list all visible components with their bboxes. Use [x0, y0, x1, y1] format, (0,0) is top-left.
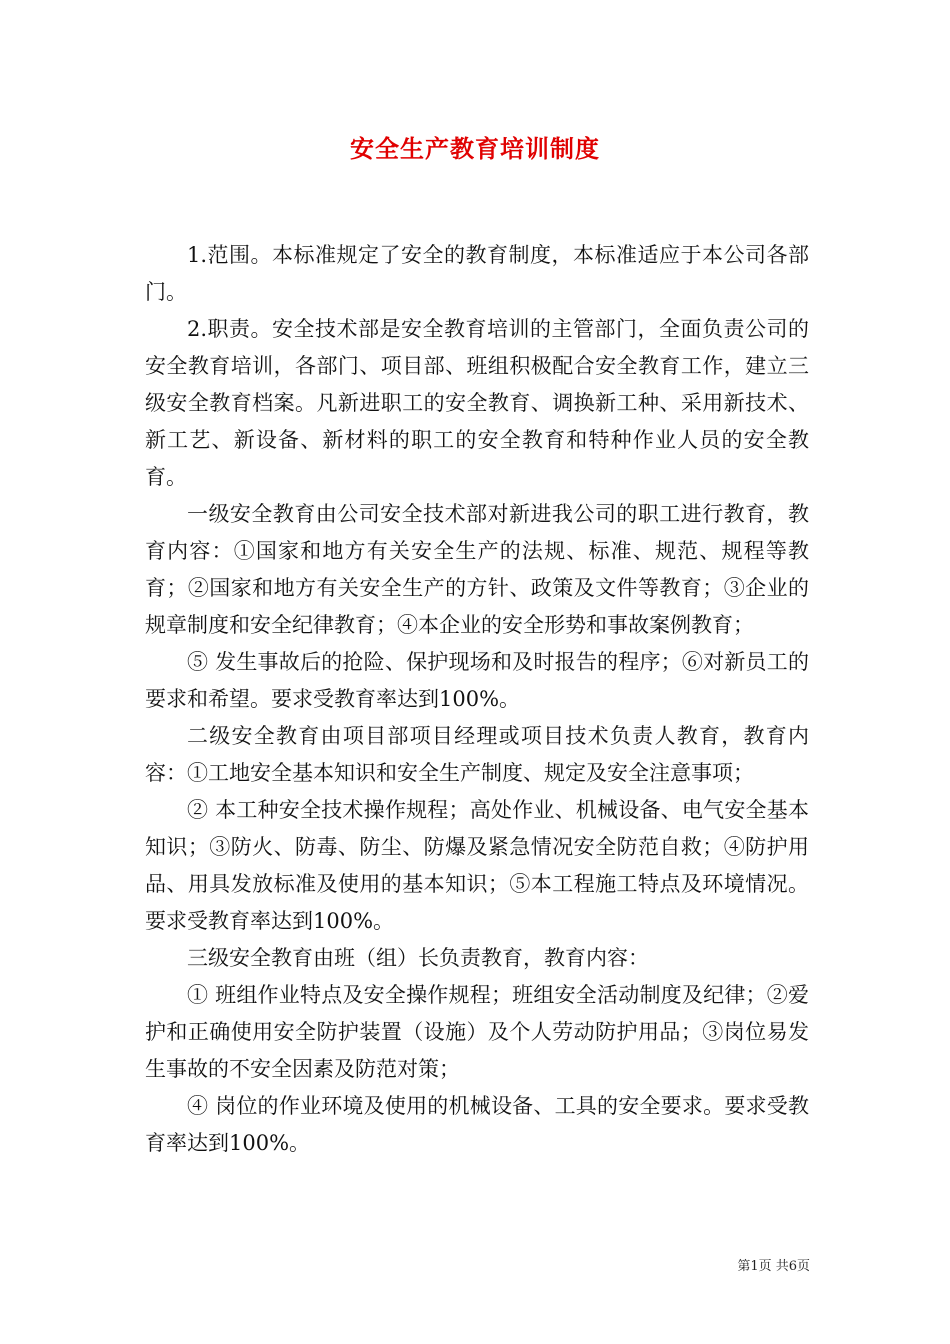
paragraph-scope: 1.范围。本标准规定了安全的教育制度，本标准适应于本公司各部门。: [145, 243, 809, 304]
page-number: 第1页 共6页: [737, 1259, 810, 1274]
document-body: [145, 237, 809, 1162]
paragraph-level-one-cont: ⑤ 发生事故后的抢险、保护现场和及时报告的程序；⑥对新员工的要求和希望。要求受教育率达到100%。: [145, 650, 809, 711]
paragraph-level-one: 一级安全教育由公司安全技术部对新进我公司的职工进行教育，教育内容：①国家和地方有关安全生产的法规、标准、规范、规程等教育；②国家和地方有关安全生产的方针、政策及文件等教育；③企业的规章制度和安全纪律教育；④本企业的安全形势和事故案例教育；: [145, 502, 809, 637]
paragraph-level-two-cont: ② 本工种安全技术操作规程；高处作业、机械设备、电气安全基本知识；③防火、防毒、防尘、防爆及紧急情况安全防范自救；④防护用品、用具发放标准及使用的基本知识；⑤本工程施工特点及环境情况。要求受教育率达到100%。: [145, 798, 809, 933]
document-title: 安全生产教育培训制度: [350, 134, 600, 163]
paragraph-level-two: 二级安全教育由项目部项目经理或项目技术负责人教育，教育内容：①工地安全基本知识和安全生产制度、规定及安全注意事项；: [145, 724, 809, 785]
paragraph-level-three-cont: ① 班组作业特点及安全操作规程；班组安全活动制度及纪律；②爱护和正确使用安全防护装置（设施）及个人劳动防护用品；③岗位易发生事故的不安全因素及防范对策；: [145, 983, 809, 1081]
paragraph-level-three: 三级安全教育由班（组）长负责教育，教育内容：: [187, 946, 649, 970]
paragraph-duties: 2.职责。安全技术部是安全教育培训的主管部门，全面负责公司的安全教育培训，各部门、项目部、班组积极配合安全教育工作，建立三级安全教育档案。凡新进职工的安全教育、调换新工种、采用新技术、新工艺、新设备、新材料的职工的安全教育和特种作业人员的安全教育。: [145, 317, 809, 489]
paragraph-level-three-end: ④ 岗位的作业环境及使用的机械设备、工具的安全要求。要求受教育率达到100%。: [145, 1094, 809, 1155]
